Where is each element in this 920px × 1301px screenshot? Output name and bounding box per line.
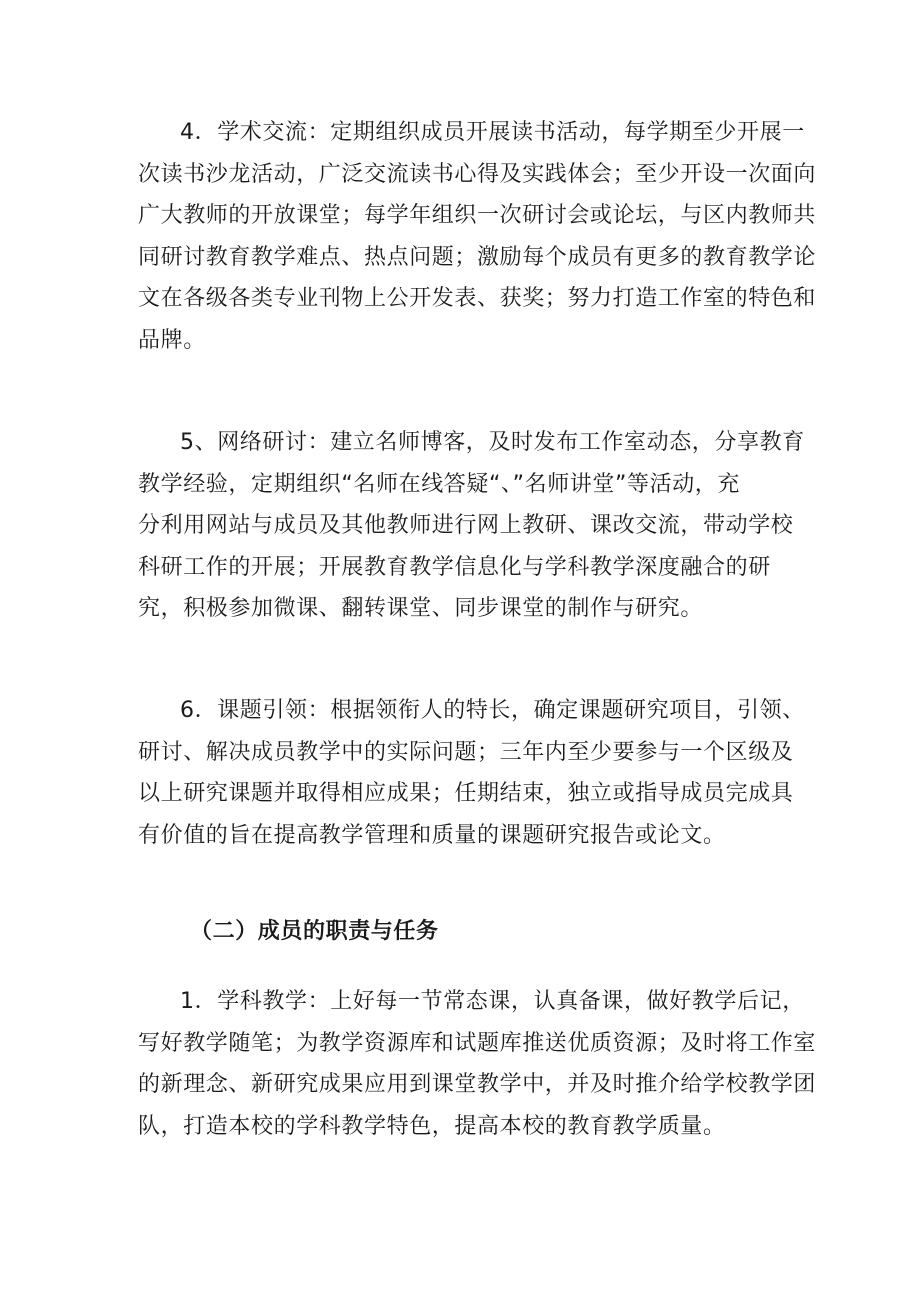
paragraph-line: 有价值的旨在提高教学管理和质量的课题研究报告或论文。 (138, 822, 726, 848)
paragraph-line: 同研讨教育教学难点、热点问题；激励每个成员有更多的教育教学论 (138, 244, 817, 270)
paragraph-line: 研讨、解决成员教学中的实际问题；三年内至少要参与一个区级及 (138, 739, 794, 765)
paragraph-line: 科研工作的开展；开展教育教学信息化与学科教学深度融合的研 (138, 554, 771, 580)
paragraph-line: 6．课题引领：根据领衔人的特长，确定课题研究项目，引领、 (180, 698, 805, 723)
paragraph-line: 以上研究课题并取得相应成果；任期结束，独立或指导成员完成具 (138, 781, 794, 806)
paragraph-project-leadership (138, 690, 805, 856)
paragraph-line: 队，打造本校的学科教学特色，提高本校的教育教学质量。 (138, 1113, 726, 1139)
paragraph-online-research (138, 422, 805, 630)
paragraph-line: 4．学术交流：定期组织成员开展读书活动，每学期至少开展一 (180, 120, 805, 145)
paragraph-line: 的新理念、新研究成果应用到课堂教学中，并及时推介给学校教学团 (138, 1072, 817, 1097)
paragraph-academic-exchange (138, 112, 817, 361)
paragraph-subject-teaching (138, 981, 817, 1147)
paragraph-line: 文在各级各类专业刊物上公开发表、获奖；努力打造工作室的特色和 (138, 286, 817, 311)
paragraph-line: 5、网络研讨：建立名师博客，及时发布工作室动态，分享教育 (180, 430, 805, 455)
paragraph-line: 教学经验，定期组织“名师在线答疑“、”名师讲堂”等活动，充 (138, 471, 740, 497)
section-heading: （二）成员的职责与任务 (190, 919, 439, 944)
paragraph-line: 写好教学随笔；为教学资源库和试题库推送优质资源；及时将工作室 (138, 1030, 817, 1056)
paragraph-line: 分利用网站与成员及其他教师进行网上教研、课改交流，带动学校 (138, 513, 794, 538)
paragraph-line: 品牌。 (138, 327, 206, 353)
paragraph-line: 究，积极参加微课、翻转课堂、同步课堂的制作与研究。 (138, 596, 704, 621)
paragraph-line: 广大教师的开放课堂；每学年组织一次研讨会或论坛，与区内教师共 (138, 203, 817, 228)
paragraph-line: 1．学科教学：上好每一节常态课，认真备课，做好教学后记， (180, 989, 805, 1014)
paragraph-line: 次读书沙龙活动，广泛交流读书心得及实践体会；至少开设一次面向 (138, 161, 817, 187)
